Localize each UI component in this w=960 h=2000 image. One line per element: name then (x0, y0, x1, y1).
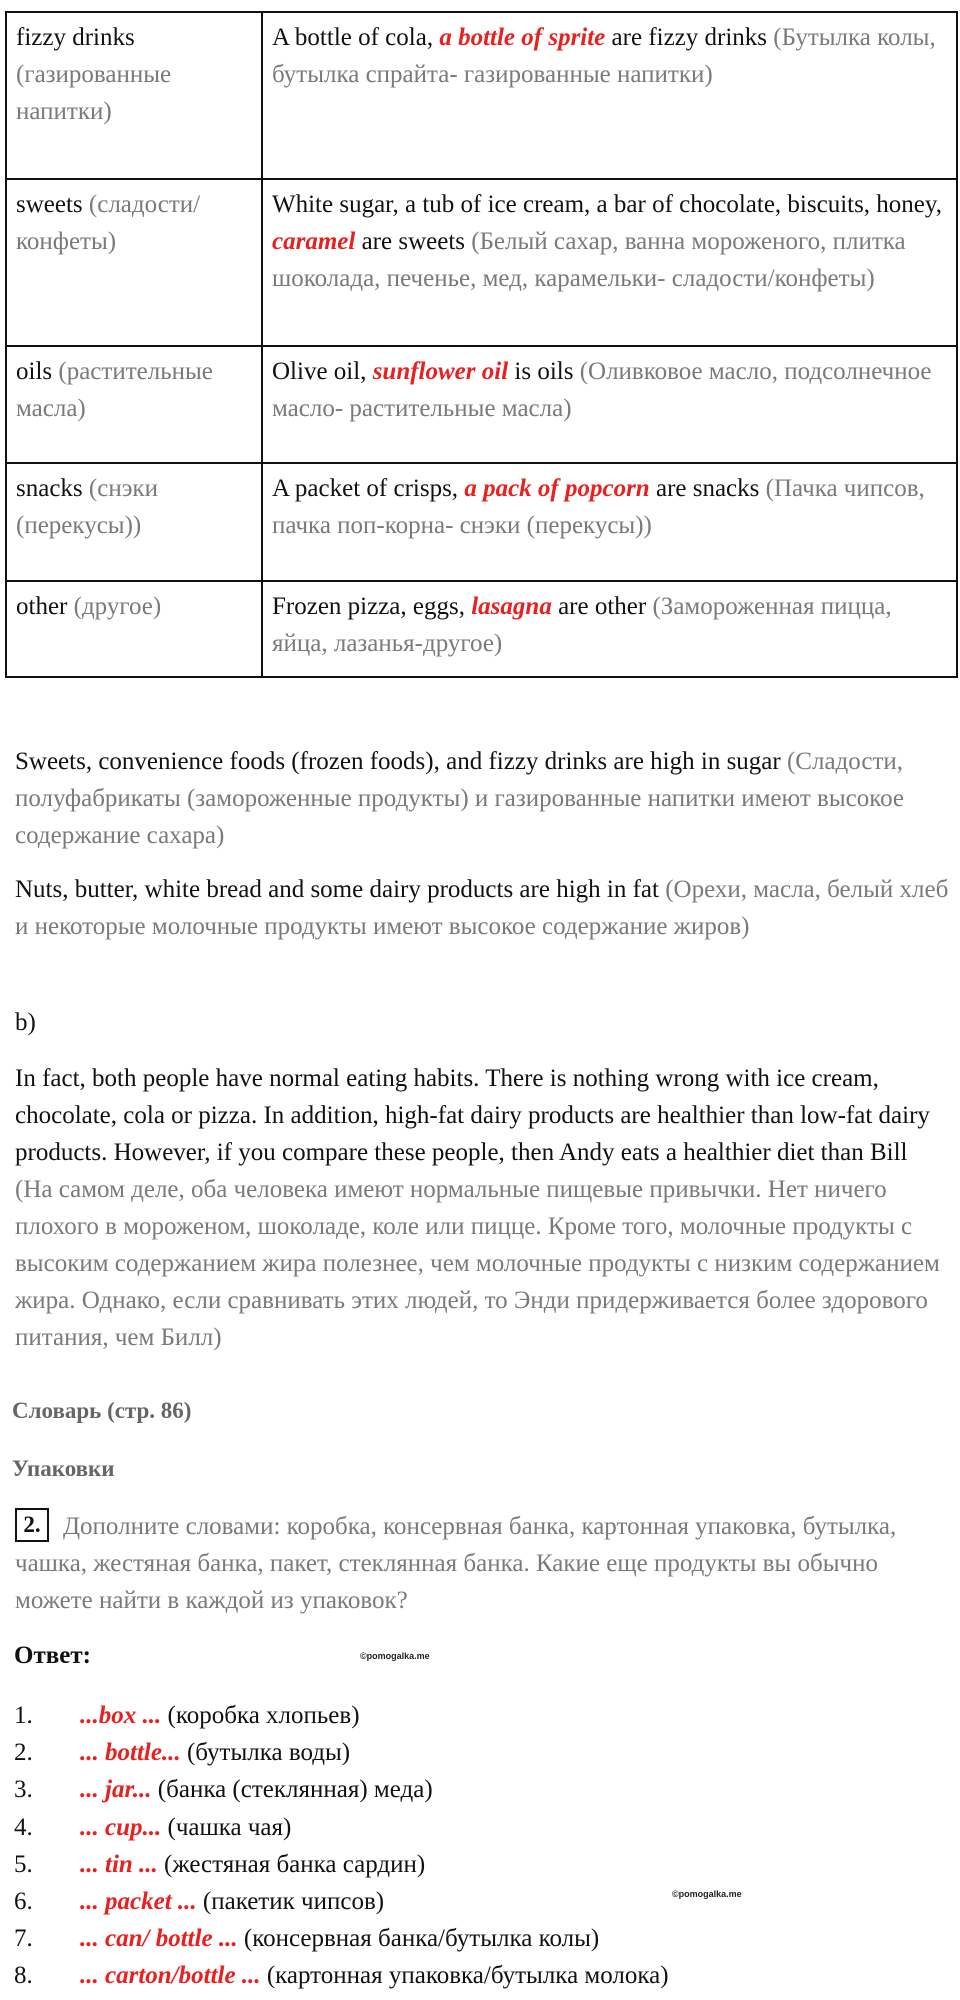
example-en: White sugar, a tub of ice cream, a bar of chocolate, biscuits, honey, (272, 191, 943, 218)
answer-word: ... bottle... (80, 1739, 181, 1767)
answer-label: Ответ: (14, 1642, 91, 1669)
section-subheading: Упаковки (12, 1456, 115, 1481)
watermark: ©pomogalka.me (672, 1889, 742, 1899)
list-item (14, 1697, 669, 1734)
example-ru: (Замороженная пицца, яйца, лазанья-другое) (272, 593, 892, 657)
item-number: 1. (14, 1702, 33, 1729)
example-ru: (Оливковое масло, подсолнечное масло- растительные масла) (272, 358, 932, 422)
category-ru: (растительные масла) (16, 358, 213, 422)
example-ru: (Белый сахар, ванна мороженого, плитка шоколада, печенье, мед, карамельки- сладости/конфеты) (272, 228, 906, 292)
example-en: A packet of crisps, (272, 475, 465, 502)
item-number: 6. (14, 1888, 33, 1916)
exercise-task (15, 1508, 950, 1619)
paragraph-ru: (Сладости, полуфабрикаты (замороженные продукты) и газированные напитки имеют высокое содержание сахара) (15, 748, 905, 849)
section-heading: Словарь (стр. 86) (12, 1398, 192, 1423)
list-item (14, 1809, 669, 1846)
answer-translation: (чашка чая) (161, 1813, 292, 1841)
item-number: 8. (14, 1962, 33, 1990)
list-item (14, 1771, 669, 1808)
answer-word: ... tin ... (80, 1850, 158, 1878)
category-ru: (сладости/конфеты) (16, 191, 201, 255)
example-en-end: are snacks (649, 475, 766, 502)
answer-word: ... packet ... (80, 1888, 197, 1916)
list-item (14, 1846, 669, 1883)
paragraph-ru: (Орехи, масла, белый хлеб и некоторые молочные продукты имеют высокое содержание жиров) (15, 876, 949, 940)
category-cell (6, 581, 262, 677)
answer-highlight: sunflower oil (372, 358, 509, 385)
example-cell (262, 581, 957, 677)
example-en-end: is oils (508, 358, 580, 385)
example-en: Olive oil, (272, 358, 373, 385)
table-row (6, 12, 957, 179)
exercise-number: 2. (15, 1508, 49, 1542)
answer-translation: (жестяная банка сардин) (157, 1850, 426, 1878)
list-item (14, 1734, 669, 1771)
item-number: 5. (14, 1850, 33, 1878)
answer-highlight: a pack of popcorn (464, 475, 650, 502)
category-en: sweets (16, 191, 83, 218)
category-cell (6, 463, 262, 581)
category-cell (6, 179, 262, 346)
answer-word: ... jar... (80, 1776, 152, 1804)
table-row (6, 179, 957, 346)
category-en: other (16, 593, 68, 620)
answer-translation: (пакетик чипсов) (196, 1888, 385, 1916)
example-en-end: are other (551, 593, 653, 620)
answer-word: ... cup... (80, 1813, 162, 1841)
fat-paragraph (15, 871, 950, 945)
item-number: 7. (14, 1925, 33, 1953)
item-number: 3. (14, 1776, 33, 1804)
answer-list (14, 1697, 669, 1995)
example-cell (262, 12, 957, 179)
category-en: snacks (16, 475, 83, 502)
example-cell (262, 179, 957, 346)
example-en-end: are fizzy drinks (605, 24, 774, 51)
paragraph-en: Sweets, convenience foods (frozen foods), and fizzy drinks are high in sugar (15, 748, 781, 775)
sugar-paragraph (15, 743, 950, 854)
part-label: b) (15, 1009, 36, 1036)
category-en: oils (16, 358, 53, 385)
example-ru: (Пачка чипсов, пачка поп-корна- снэки (перекусы)) (272, 475, 925, 539)
answer-word: ... carton/bottle ... (80, 1962, 261, 1990)
answer-word: ... can/ bottle ... (80, 1925, 238, 1953)
habits-paragraph (15, 1060, 950, 1356)
list-item (14, 1957, 669, 1994)
category-cell (6, 12, 262, 179)
exercise-text: Дополните словами: коробка, консервная банка, картонная упаковка, бутылка, чашка, жестяная банка, пакет, стеклянная банка. Какие еще продукты вы обычно можете найти в каждой из упаковок? (15, 1513, 897, 1614)
item-number: 4. (14, 1813, 33, 1841)
answer-translation: (банка (стеклянная) меда) (151, 1776, 433, 1804)
answer-translation: (бутылка воды) (180, 1739, 351, 1767)
answer-highlight: caramel (272, 228, 356, 255)
food-categories-table (5, 11, 958, 678)
example-cell (262, 463, 957, 581)
category-ru: (другое) (73, 593, 162, 620)
category-cell (6, 346, 262, 463)
paragraph-ru: (На самом деле, оба человека имеют нормальные пищевые привычки. Нет ничего плохого в мороженом, шоколаде, коле или пицце. Кроме того, молочные продукты с высоким содержанием жира полезнее, чем молочные продукты с низким содержанием жира. Однако, если сравнивать этих людей, то Энди придерживается более здорового питания, чем Билл) (15, 1176, 940, 1351)
category-en: fizzy drinks (16, 24, 135, 51)
paragraph-en: Nuts, butter, white bread and some dairy products are high in fat (15, 876, 659, 903)
table-row (6, 346, 957, 463)
list-item (14, 1920, 669, 1957)
example-en-end: are sweets (355, 228, 472, 255)
example-cell (262, 346, 957, 463)
example-en: A bottle of cola, (272, 24, 440, 51)
category-ru: (газированные напитки) (16, 61, 172, 125)
answer-word: ...box ... (80, 1702, 162, 1729)
answer-translation: (картонная упаковка/бутылка молока) (260, 1962, 669, 1990)
table-row (6, 463, 957, 581)
category-ru: (снэки (перекусы)) (16, 475, 158, 539)
answer-translation: (консервная банка/бутылка колы) (237, 1925, 600, 1953)
watermark: ©pomogalka.me (360, 1651, 430, 1661)
paragraph-en: In fact, both people have normal eating habits. There is nothing wrong with ice cream, chocolate, cola or pizza. In addition, high-fat dairy products are healthier than low-fat dairy products. However, if you compare these people, then Andy eats a healthier diet than Bill (15, 1065, 930, 1166)
answer-highlight: a bottle of sprite (439, 24, 606, 51)
item-number: 2. (14, 1739, 33, 1767)
answer-translation: (коробка хлопьев) (161, 1702, 360, 1729)
list-item (14, 1883, 669, 1920)
example-en: Frozen pizza, eggs, (272, 593, 472, 620)
table-row (6, 581, 957, 677)
answer-highlight: lasagna (471, 593, 552, 620)
example-ru: (Бутылка колы, бутылка спрайта- газированные напитки) (272, 24, 936, 88)
